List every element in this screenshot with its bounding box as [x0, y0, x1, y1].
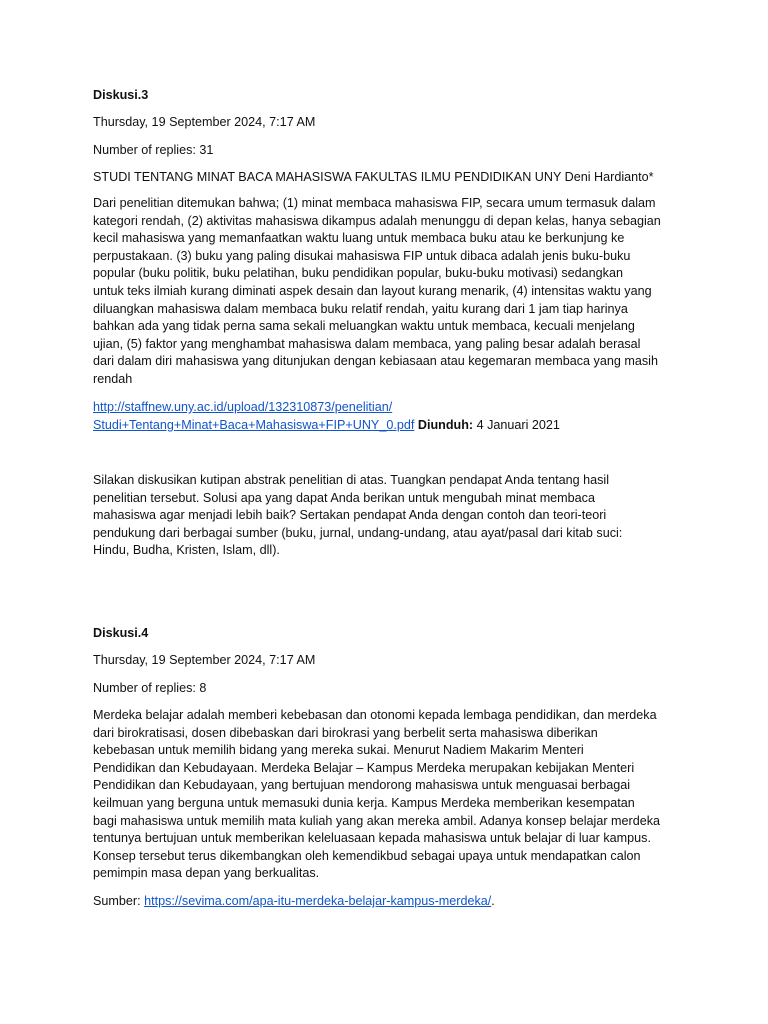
- body-line: dari birokratisasi, dosen dibebaskan dari birokrasi yang berbelit serta mahasiswa diberikan: [93, 725, 598, 740]
- discussion-4-source: [93, 893, 683, 911]
- accessed-label: Diunduh:: [417, 417, 474, 432]
- prompt-line: penelitian tersebut. Solusi apa yang dapat Anda berikan untuk mengubah minat membaca: [93, 490, 595, 505]
- body-line: pemimpin masa depan yang berkualitas.: [93, 866, 320, 881]
- prompt-line: Silakan diskusikan kutipan abstrak penelitian di atas. Tuangkan pendapat Anda tentang hasil: [93, 473, 610, 487]
- body-line: Merdeka belajar adalah memberi kebebasan dan otonomi kepada lembaga pendidikan, dan merdeka: [93, 708, 657, 722]
- prompt-line: pendukung dari berbagai sumber (buku, jurnal, undang-undang, atau ayat/pasal dari kitab suci:: [93, 525, 623, 540]
- abstract-line: diluangkan mahasiswa dalam membaca buku relatif rendah, yaitu kurang dari 1 jam tiap harinya: [93, 301, 628, 316]
- discussion-4-title: Diskusi.4: [93, 626, 149, 640]
- abstract-line: bahkan ada yang tidak perna sama sekali meluangkan waktu untuk membaca, kecuali menjelang: [93, 319, 635, 334]
- reference-link-part-1[interactable]: http://staffnew.uny.ac.id/upload/132310873/penelitian/: [93, 400, 393, 414]
- source-link[interactable]: https://sevima.com/apa-itu-merdeka-belajar-kampus-merdeka/: [144, 894, 492, 908]
- accessed-date: 4 Januari 2021: [476, 417, 560, 432]
- prompt-line: mahasiswa agar menjadi lebih baik? Sertakan pendapat Anda dengan contoh dan teori-teori: [93, 508, 607, 523]
- source-label: Sumber:: [93, 894, 141, 908]
- abstract-line: rendah: [93, 371, 133, 386]
- discussion-4-replies: Number of replies: 8: [93, 681, 207, 695]
- abstract-line: dari dalam diri mahasiswa yang ditunjukan dengan kebiasaan atau kegemaran membaca yang masih: [93, 354, 658, 369]
- source-end: .: [491, 894, 495, 908]
- discussion-3-study-title: STUDI TENTANG MINAT BACA MAHASISWA FAKULTAS ILMU PENDIDIKAN UNY Deni Hardianto*: [93, 170, 654, 184]
- discussion-4-date: Thursday, 19 September 2024, 7:17 AM: [93, 653, 316, 667]
- body-line: Konsep tersebut terus dikembangkan oleh kemendikbud sebagai upaya untuk mendapatkan calon: [93, 848, 641, 863]
- body-line: Pendidikan dan Kebudayaan, yang bertujuan mendorong mahasiswa untuk menguasai berbagai: [93, 778, 631, 793]
- discussion-4-body: [93, 707, 683, 883]
- discussion-3-reference: [93, 399, 683, 434]
- body-line: kebebasan untuk memilih bidang yang mereka sukai. Menurut Nadiem Makarim Menteri: [93, 743, 584, 758]
- body-line: bagi mahasiswa untuk memilih mata kuliah yang akan mereka ambil. Adanya konsep belajar merdeka: [93, 813, 661, 828]
- discussion-3-replies: Number of replies: 31: [93, 143, 214, 157]
- body-line: keilmuan yang berguna untuk memasuki dunia kerja. Kampus Merdeka memberikan kesempatan: [93, 795, 635, 810]
- abstract-line: ujian, (5) faktor yang menghambat mahasiswa dalam membaca, yang paling besar adalah berasal: [93, 336, 641, 351]
- discussion-3-date: Thursday, 19 September 2024, 7:17 AM: [93, 115, 316, 129]
- abstract-line: perpustakaan. (3) buku yang paling disukai mahasiswa FIP untuk dibaca adalah jenis buku-buku: [93, 248, 631, 263]
- abstract-line: kecil mahasiswa yang memanfaatkan waktu luang untuk membaca buku atau ke berkunjung ke: [93, 231, 625, 246]
- body-line: tentunya bertujuan untuk memberikan keleluasaan kepada mahasiswa untuk belajar di luar kampus.: [93, 831, 651, 846]
- discussion-3-prompt: [93, 472, 683, 560]
- abstract-line: untuk teks ilmiah kurang diminati aspek desain dan layout kurang menarik, (4) intensitas waktu yang: [93, 283, 652, 298]
- reference-link-part-2[interactable]: Studi+Tentang+Minat+Baca+Mahasiswa+FIP+UNY_0.pdf: [93, 417, 415, 432]
- body-line: Pendidikan dan Kebudayaan. Merdeka Belajar – Kampus Merdeka merupakan kebijakan Menteri: [93, 760, 635, 775]
- discussion-3-title: Diskusi.3: [93, 88, 149, 102]
- prompt-line: Hindu, Budha, Kristen, Islam, dll).: [93, 543, 280, 558]
- abstract-line: kategori rendah, (2) aktivitas mahasiswa dikampus adalah menunggu di depan kelas, hanya sebagian: [93, 213, 661, 228]
- discussion-3-abstract: [93, 195, 683, 389]
- abstract-line: popular (buku politik, buku pelatihan, buku pendidikan popular, buku-buku motivasi) sedangkan: [93, 266, 623, 281]
- abstract-line: Dari penelitian ditemukan bahwa; (1) minat membaca mahasiswa FIP, secara umum termasuk dalam: [93, 196, 656, 210]
